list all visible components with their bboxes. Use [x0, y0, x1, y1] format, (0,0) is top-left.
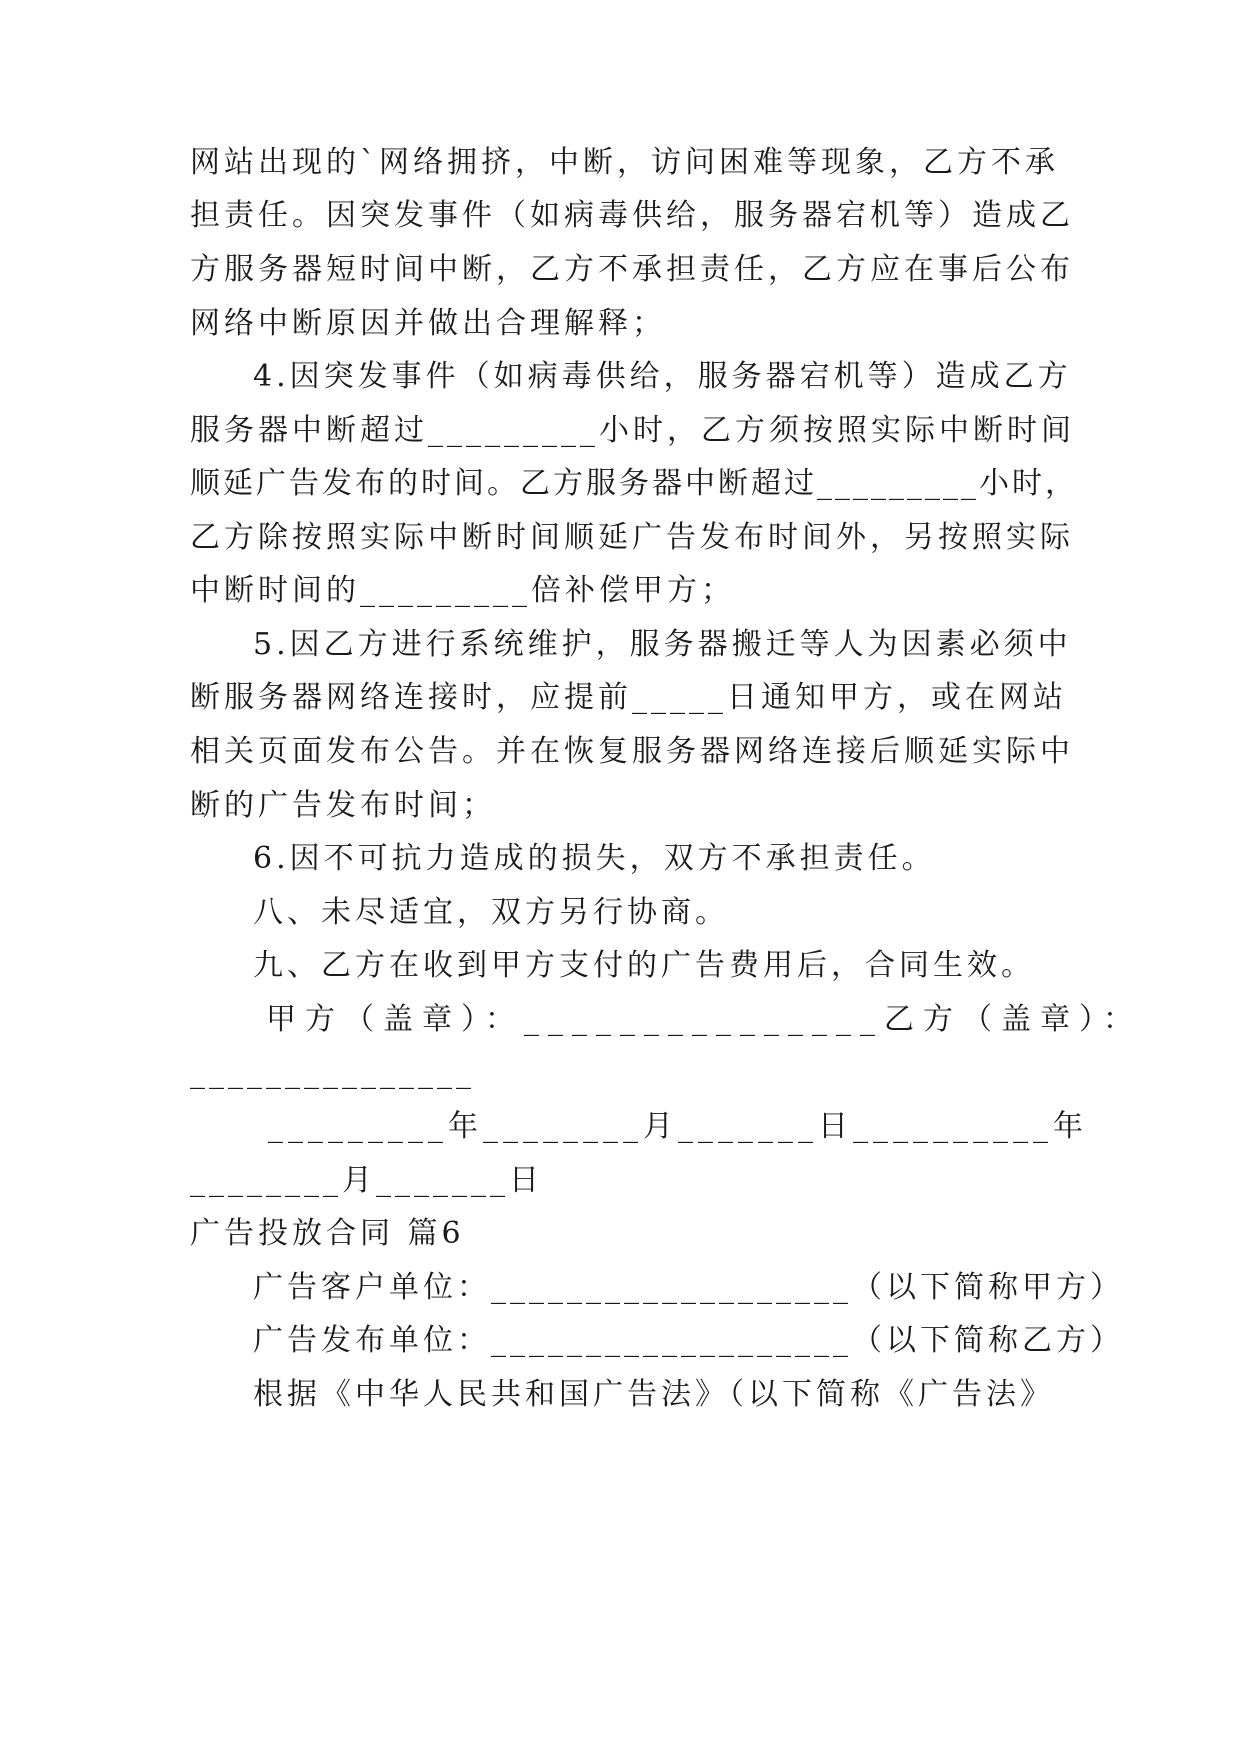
paragraph-line: 相关页面发布公告。并在恢复服务器网络连接后顺延实际中 [190, 734, 1074, 769]
client-unit-line: 广告客户单位：___________________（以下简称甲方） [253, 1270, 1124, 1305]
paragraph-line: 网站出现的`网络拥挤，中断，访问困难等现象，乙方不承 [190, 145, 1059, 180]
paragraph-line: 乙方除按照实际中断时间顺延广告发布时间外，另按照实际 [190, 520, 1074, 555]
signature-line: 甲方（盖章）：_______________乙方（盖章）： [266, 1002, 1142, 1037]
section-title: 广告投放合同 篇6 [190, 1216, 465, 1251]
date-line: ________月_______日 [190, 1163, 543, 1198]
paragraph-line: 网络中断原因并做出合理解释； [190, 306, 666, 341]
paragraph-line: 断的广告发布时间； [190, 788, 496, 823]
clause-4-line: 4.因突发事件（如病毒供给，服务器宕机等）造成乙方 [253, 359, 1072, 394]
paragraph-line: 服务器中断超过_________小时，乙方须按照实际中断时间 [190, 413, 1075, 448]
publisher-unit-line: 广告发布单位：___________________（以下简称乙方） [253, 1323, 1124, 1358]
article-8-line: 八、未尽适宜，双方另行协商。 [253, 895, 729, 930]
paragraph-line: 中断时间的_________倍补偿甲方； [190, 573, 735, 608]
signature-blank-line: _______________ [190, 1055, 475, 1090]
clause-6-line: 6.因不可抗力造成的损失，双方不承担责任。 [253, 841, 936, 876]
date-line: _________年________月_______日__________年 [268, 1109, 1088, 1144]
clause-5-line: 5.因乙方进行系统维护，服务器搬迁等人为因素必须中 [253, 627, 1072, 662]
paragraph-line: 顺延广告发布的时间。乙方服务器中断超过_________小时， [190, 466, 1078, 501]
legal-basis-line: 根据《中华人民共和国广告法》（以下简称《广告法》 [253, 1377, 1054, 1412]
article-9-line: 九、乙方在收到甲方支付的广告费用后，合同生效。 [253, 948, 1035, 983]
paragraph-line: 方服务器短时间中断，乙方不承担责任，乙方应在事后公布 [190, 252, 1074, 287]
paragraph-line: 断服务器网络连接时，应提前_____日通知甲方，或在网站 [190, 680, 1067, 715]
paragraph-line: 担责任。因突发事件（如病毒供给，服务器宕机等）造成乙 [190, 198, 1074, 233]
